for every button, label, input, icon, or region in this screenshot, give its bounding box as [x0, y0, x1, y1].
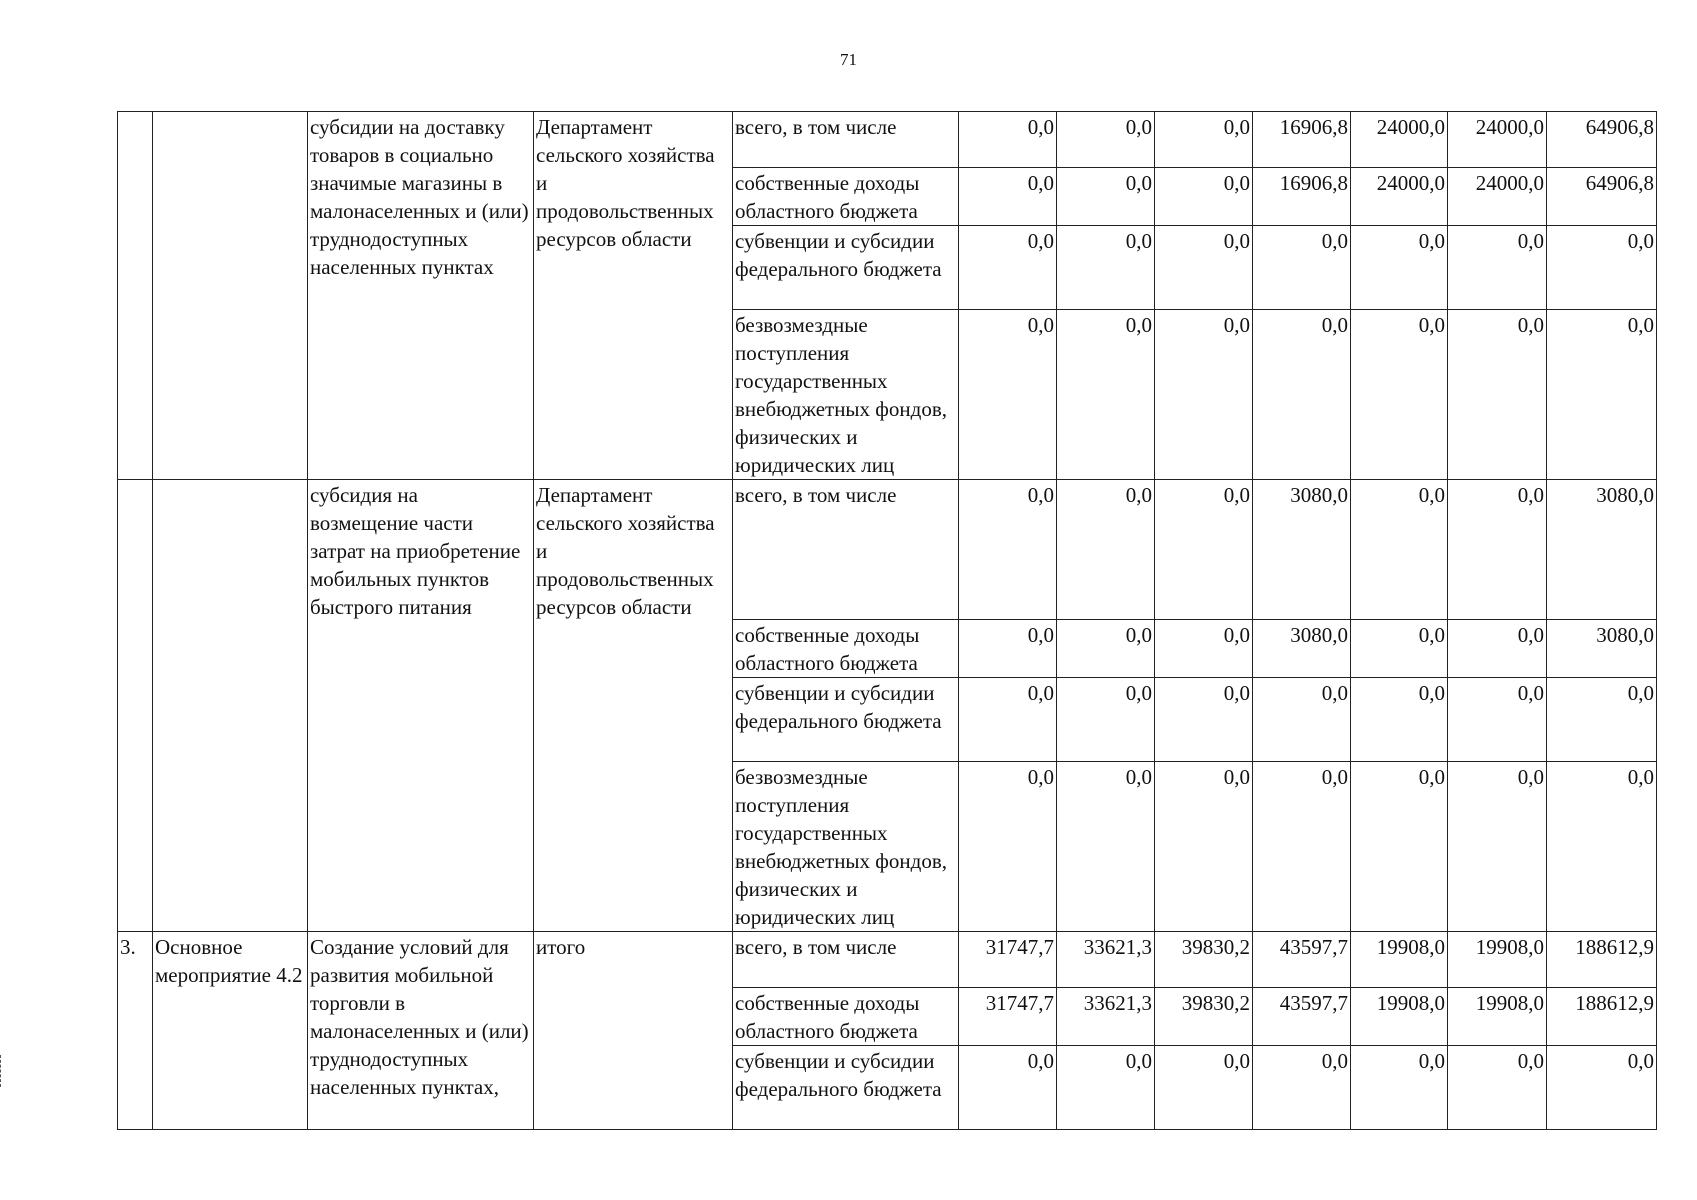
year-value-cell: 0,0 — [1253, 226, 1351, 310]
year-value-cell: 31747,7 — [959, 932, 1057, 988]
funding-source-cell: субвенции и субсидии федерального бюджета — [733, 1046, 959, 1130]
year-value-cell: 0,0 — [1448, 678, 1547, 762]
year-value-cell: 0,0 — [1057, 1046, 1155, 1130]
year-value-cell: 0,0 — [1351, 480, 1448, 620]
year-value-cell: 39830,2 — [1155, 988, 1253, 1046]
year-value-cell: 0,0 — [1155, 310, 1253, 480]
year-value-cell: 19908,0 — [1351, 932, 1448, 988]
year-value-cell: 39830,2 — [1155, 932, 1253, 988]
year-value-cell: 0,0 — [1057, 620, 1155, 678]
funding-source-cell: субвенции и субсидии федерального бюджета — [733, 678, 959, 762]
row-index — [118, 480, 153, 932]
year-value-cell: 0,0 — [1155, 678, 1253, 762]
year-value-cell: 19908,0 — [1448, 988, 1547, 1046]
year-value-cell: 19908,0 — [1448, 932, 1547, 988]
year-value-cell: 0,0 — [959, 762, 1057, 932]
year-value-cell: 3080,0 — [1253, 620, 1351, 678]
total-value-cell: 3080,0 — [1547, 480, 1657, 620]
year-value-cell: 0,0 — [1448, 480, 1547, 620]
year-value-cell: 24000,0 — [1351, 112, 1448, 168]
year-value-cell: 0,0 — [1057, 112, 1155, 168]
description-cell: субсидии на доставку товаров в социально значимые магазины в малонаселенных и (или) труднодоступных населенных пунктах — [308, 112, 534, 480]
page-number: 71 — [840, 50, 857, 69]
year-value-cell: 31747,7 — [959, 988, 1057, 1046]
funding-source-cell: собственные доходы областного бюджета — [733, 168, 959, 226]
year-value-cell: 0,0 — [1351, 226, 1448, 310]
year-value-cell: 0,0 — [1057, 480, 1155, 620]
funding-source-cell: собственные доходы областного бюджета — [733, 620, 959, 678]
year-value-cell: 16906,8 — [1253, 168, 1351, 226]
budget-table — [117, 111, 1657, 1130]
total-value-cell: 0,0 — [1547, 1046, 1657, 1130]
funding-source-cell: субвенции и субсидии федерального бюджета — [733, 226, 959, 310]
year-value-cell: 0,0 — [1253, 762, 1351, 932]
year-value-cell: 0,0 — [1253, 1046, 1351, 1130]
year-value-cell: 0,0 — [1351, 1046, 1448, 1130]
year-value-cell: 0,0 — [1057, 168, 1155, 226]
row-index — [118, 112, 153, 480]
year-value-cell: 0,0 — [959, 168, 1057, 226]
total-value-cell: 0,0 — [1547, 678, 1657, 762]
year-value-cell: 43597,7 — [1253, 932, 1351, 988]
year-value-cell: 43597,7 — [1253, 988, 1351, 1046]
year-value-cell: 16906,8 — [1253, 112, 1351, 168]
funding-source-cell: безвозмездные поступления государственных внебюджетных фондов, физических и юридических лиц — [733, 762, 959, 932]
year-value-cell: 0,0 — [1448, 762, 1547, 932]
year-value-cell: 0,0 — [1448, 310, 1547, 480]
year-value-cell: 0,0 — [1155, 168, 1253, 226]
row-index: 3. — [118, 932, 153, 1130]
funding-source-cell: всего, в том числе — [733, 480, 959, 620]
year-value-cell: 0,0 — [1448, 620, 1547, 678]
year-value-cell: 0,0 — [1253, 678, 1351, 762]
year-value-cell: 0,0 — [1253, 310, 1351, 480]
year-value-cell: 0,0 — [1155, 1046, 1253, 1130]
year-value-cell: 33621,3 — [1057, 932, 1155, 988]
year-value-cell: 0,0 — [1351, 762, 1448, 932]
year-value-cell: 24000,0 — [1351, 168, 1448, 226]
year-value-cell: 0,0 — [959, 226, 1057, 310]
year-value-cell: 0,0 — [959, 1046, 1057, 1130]
description-cell: субсидия на возмещение части затрат на приобретение мобильных пунктов быстрого питания — [308, 480, 534, 932]
total-value-cell: 0,0 — [1547, 226, 1657, 310]
cut-mark — [0, 1055, 4, 1087]
funding-source-cell: собственные доходы областного бюджета — [733, 988, 959, 1046]
event-cell: Основное мероприятие 4.2 — [153, 932, 308, 1130]
total-value-cell: 0,0 — [1547, 762, 1657, 932]
event-cell — [153, 112, 308, 480]
year-value-cell: 0,0 — [1155, 226, 1253, 310]
table-row — [118, 932, 1657, 988]
year-value-cell: 33621,3 — [1057, 988, 1155, 1046]
total-value-cell: 64906,8 — [1547, 168, 1657, 226]
executor-cell: Департамент сельского хозяйства и продовольственных ресурсов области — [534, 112, 733, 480]
year-value-cell: 3080,0 — [1253, 480, 1351, 620]
total-value-cell: 3080,0 — [1547, 620, 1657, 678]
year-value-cell: 0,0 — [1448, 226, 1547, 310]
funding-source-cell: безвозмездные поступления государственных внебюджетных фондов, физических и юридических лиц — [733, 310, 959, 480]
year-value-cell: 24000,0 — [1448, 112, 1547, 168]
year-value-cell: 0,0 — [959, 678, 1057, 762]
description-cell: Создание условий для развития мобильной торговли в малонаселенных и (или) труднодоступных населенных пунктах, — [308, 932, 534, 1130]
year-value-cell: 0,0 — [1057, 310, 1155, 480]
executor-cell: итого — [534, 932, 733, 1130]
funding-source-cell: всего, в том числе — [733, 932, 959, 988]
year-value-cell: 0,0 — [1351, 310, 1448, 480]
year-value-cell: 0,0 — [959, 480, 1057, 620]
year-value-cell: 0,0 — [1448, 1046, 1547, 1130]
event-cell — [153, 480, 308, 932]
year-value-cell: 0,0 — [1155, 480, 1253, 620]
table-row — [118, 112, 1657, 168]
executor-cell: Департамент сельского хозяйства и продовольственных ресурсов области — [534, 480, 733, 932]
year-value-cell: 0,0 — [1057, 762, 1155, 932]
year-value-cell: 0,0 — [1155, 620, 1253, 678]
year-value-cell: 0,0 — [959, 112, 1057, 168]
year-value-cell: 0,0 — [1057, 678, 1155, 762]
total-value-cell: 188612,9 — [1547, 932, 1657, 988]
total-value-cell: 0,0 — [1547, 310, 1657, 480]
year-value-cell: 0,0 — [1057, 226, 1155, 310]
year-value-cell: 0,0 — [959, 310, 1057, 480]
table-row — [118, 480, 1657, 620]
year-value-cell: 0,0 — [1351, 620, 1448, 678]
total-value-cell: 64906,8 — [1547, 112, 1657, 168]
year-value-cell: 24000,0 — [1448, 168, 1547, 226]
total-value-cell: 188612,9 — [1547, 988, 1657, 1046]
year-value-cell: 19908,0 — [1351, 988, 1448, 1046]
year-value-cell: 0,0 — [1155, 762, 1253, 932]
year-value-cell: 0,0 — [1155, 112, 1253, 168]
funding-source-cell: всего, в том числе — [733, 112, 959, 168]
year-value-cell: 0,0 — [959, 620, 1057, 678]
year-value-cell: 0,0 — [1351, 678, 1448, 762]
